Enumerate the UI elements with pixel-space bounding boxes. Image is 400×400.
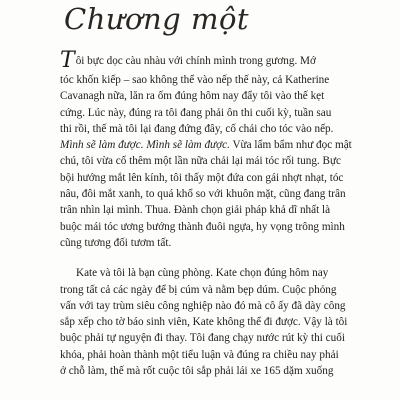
text-fragment: Vừa lẩm bẩm như đọc mật (229, 139, 352, 152)
text-line: Kate và tôi là bạn cùng phòng. Kate chọn đúng hôm nay (76, 267, 329, 280)
paragraph-1-line-1 (60, 50, 360, 72)
text-line: bội hướng mắt lên kính, tôi thấy một đứa con gái nhợt nhạt, tóc (60, 171, 344, 184)
italic-thought: Mình sẽ làm được. Mình sẽ làm được. (60, 139, 230, 152)
chapter-body (60, 50, 360, 379)
text-line: ôi bực dọc càu nhàu với chính mình trong gương. Mớ (75, 55, 316, 67)
text-line: chú, tôi vừa cố thêm một lần nữa chải lại mái tóc rối tung. Bực (60, 155, 342, 168)
text-line: buộc mái tóc ương bướng thành đuôi ngựa, hy vọng trông mình (60, 220, 345, 233)
text-line: ở chỗ làm, thế mà rốt cuộc tôi sắp phải lái xe 165 dặm xuống (60, 365, 334, 378)
text-line: cũng tương đối tươm tất. (60, 236, 172, 249)
text-line: buộc phải tự nguyện đi thay. Tôi đang chạy nước rút kỳ thi cuối (60, 332, 345, 345)
chapter-title: Chương một (64, 2, 250, 36)
paragraph-1-line-6 (60, 137, 360, 153)
text-line: thi rồi, thế mà tôi lại đang đứng đây, cố chải cho tóc vào nếp. (60, 122, 334, 135)
text-line: vấn với tay trùm siêu công nghiệp nào đó mà cô ấy đã dày công (60, 299, 346, 312)
paragraph-gap (60, 251, 360, 265)
text-line: trân nhìn lại mình. Thua. Đành chọn giải pháp khả dĩ nhất là (60, 204, 331, 217)
text-line: Cavanagh nữa, lăn ra ốm đúng hôm nay đẩy tôi vào thế kẹt (60, 90, 325, 103)
text-line: trong tất cả các ngày để bị cúm và nằm bẹp dúm. Cuộc phỏng (60, 283, 337, 296)
drop-cap: T (60, 50, 75, 72)
text-line: tóc khốn kiếp – sao không thể vào nếp thế này, cả Katherine (60, 74, 330, 86)
text-line: cứng. Lúc này, đúng ra tôi đang phải ôn thi cuối kỳ, tuần sau (60, 106, 332, 119)
text-line: nâu, đôi mắt xanh, to quá khổ so với khuôn mặt, cũng đang trân (60, 188, 346, 201)
text-line: sắp xếp cho tờ báo sinh viên, Kate không thể đi được. Vậy là tôi (60, 316, 348, 329)
text-line: khóa, phải hoàn thành một tiểu luận và đúng ra chiều nay phải (60, 348, 339, 361)
